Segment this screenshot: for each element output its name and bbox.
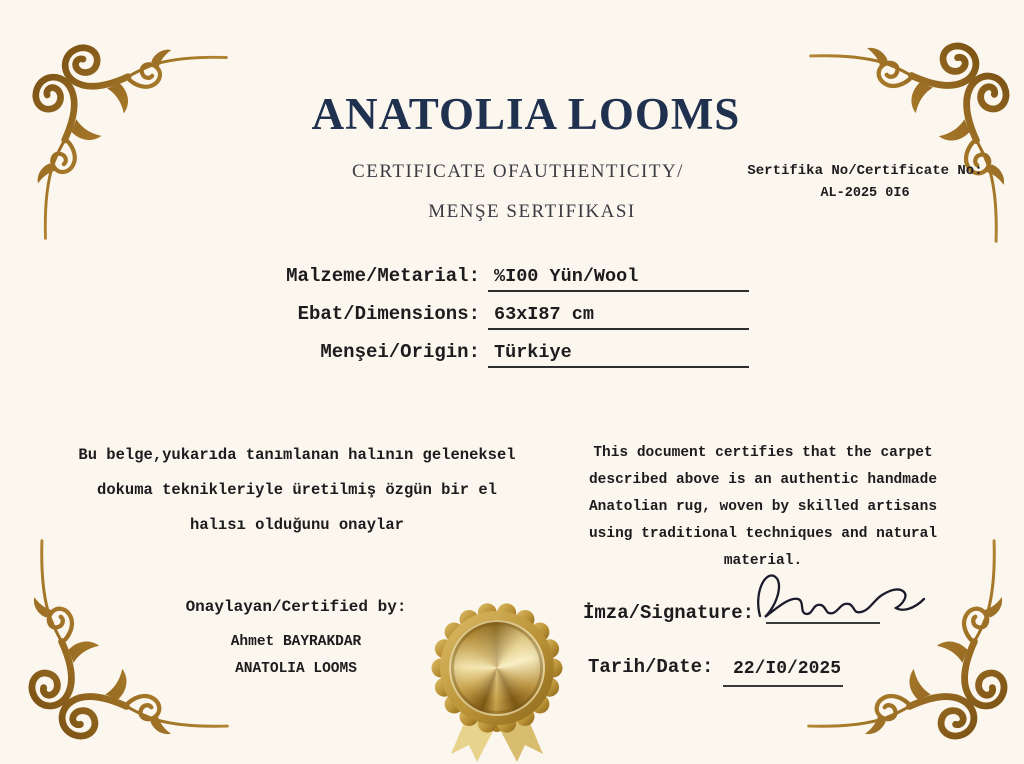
date-value: 22/I0/2025 bbox=[733, 659, 842, 679]
subtitle-turkish: MENŞE SERTIFIKASI bbox=[428, 201, 636, 222]
signature-label: İmza/Signature: bbox=[583, 602, 755, 624]
field-row-origin bbox=[268, 341, 749, 368]
field-label-origin: Menşei/Origin: bbox=[320, 341, 480, 363]
field-value-dimensions: 63xI87 cm bbox=[488, 304, 749, 330]
field-label-dimensions: Ebat/Dimensions: bbox=[297, 303, 480, 325]
certificate-number-value: AL-2025 0I6 bbox=[820, 186, 910, 201]
certified-by-organization: ANATOLIA LOOMS bbox=[235, 661, 357, 677]
field-value-material: %I00 Yün/Wool bbox=[488, 266, 749, 292]
signature-scrawl bbox=[752, 566, 932, 628]
statement-english: This document certifies that the carpet described above is an authentic handmade Anatolian rug, woven by skilled artisans using traditional techniques and natural material. bbox=[588, 445, 938, 569]
field-label-material: Malzeme/Metarial: bbox=[286, 265, 480, 287]
certified-by-label: Onaylayan/Certified by: bbox=[185, 598, 407, 616]
statement-turkish: Bu belge,yukarıda tanımlanan halının geleneksel dokuma teknikleriyle üretilmiş özgün bir el halısı olduğunu onaylar bbox=[78, 446, 516, 534]
certificate-number-label: Sertifika No/Certificate No: bbox=[747, 163, 983, 179]
certificate-number-block bbox=[740, 164, 990, 201]
certified-by-name: Ahmet BAYRAKDAR bbox=[230, 634, 362, 650]
fields-block bbox=[268, 265, 749, 368]
field-row-material bbox=[268, 265, 749, 292]
date-underline bbox=[723, 685, 843, 687]
field-row-dimensions bbox=[268, 303, 749, 330]
page-title: ANATOLIA LOOMS bbox=[311, 89, 741, 139]
subtitle-english: CERTIFICATE OFAUTHENTICITY/ bbox=[352, 161, 684, 182]
date-label: Tarih/Date: bbox=[588, 656, 714, 678]
certified-by-block bbox=[146, 598, 446, 677]
seal-center-disc bbox=[449, 620, 545, 716]
field-value-origin: Türkiye bbox=[488, 342, 749, 368]
